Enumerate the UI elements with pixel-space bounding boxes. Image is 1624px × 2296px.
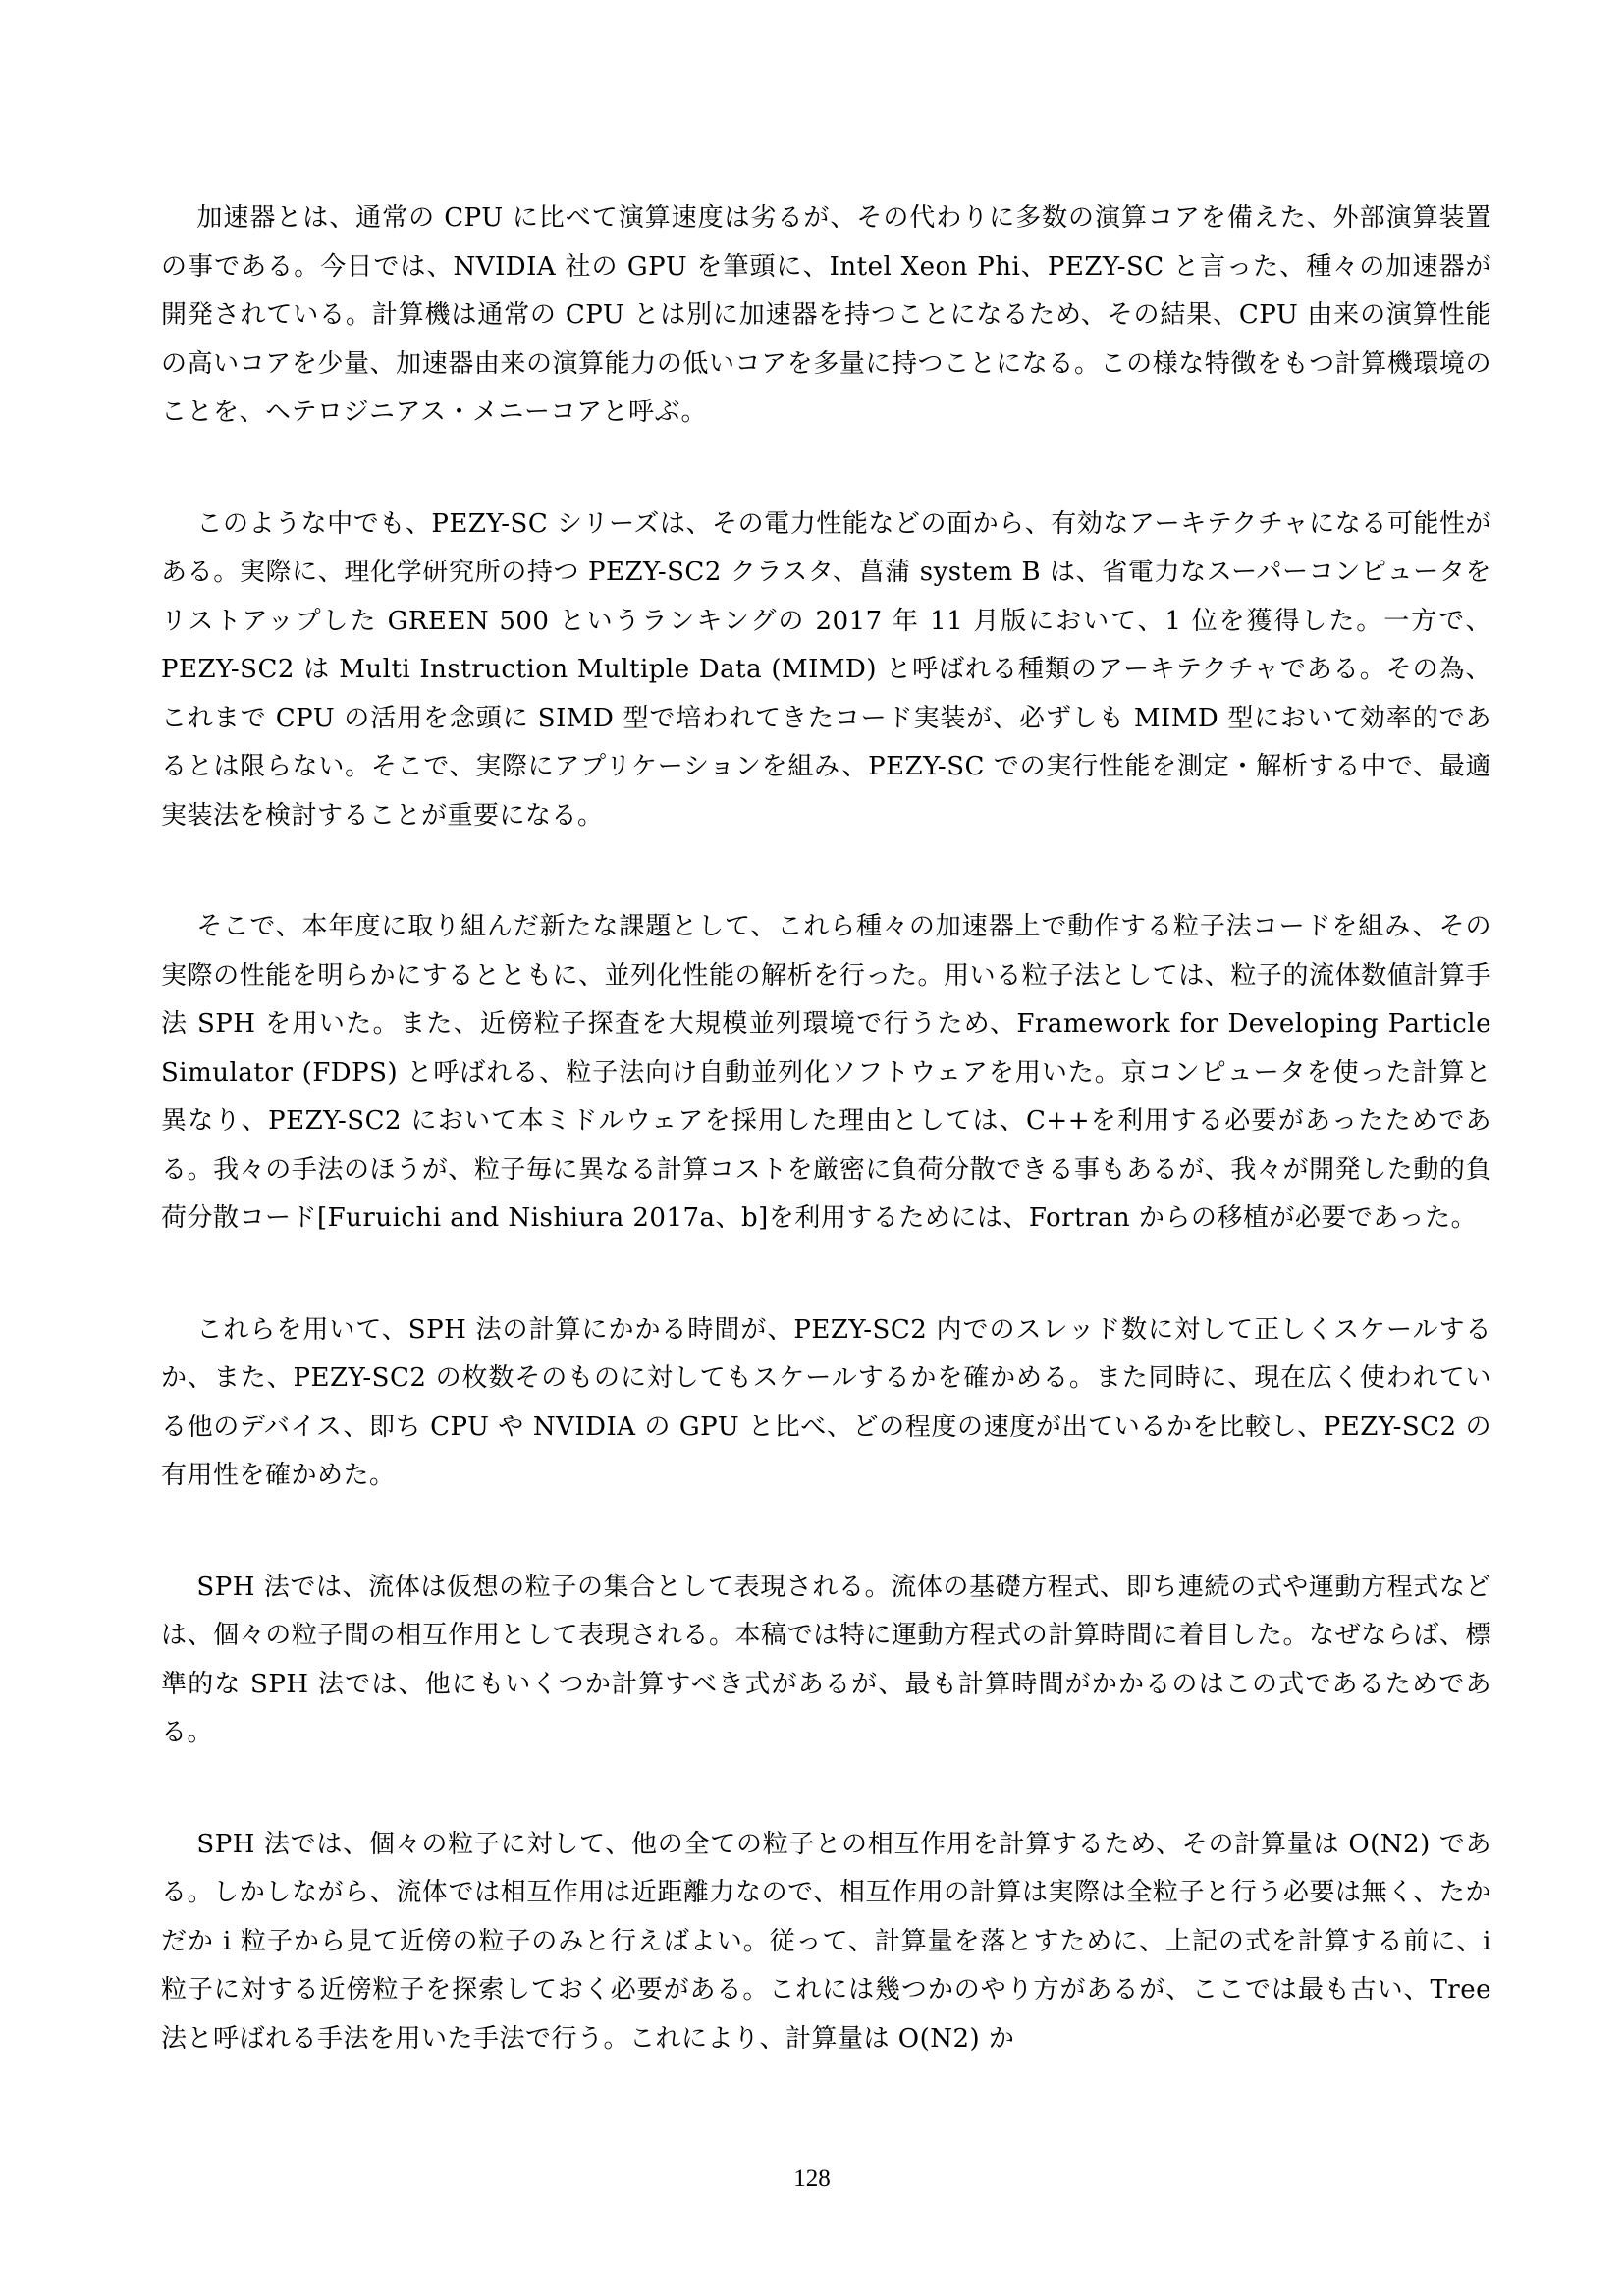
document-body xyxy=(161,194,1491,2126)
paragraph-pezy-sc: このような中でも、PEZY-SC シリーズは、その電力性能などの面から、有効なアーキテクチャになる可能性がある。実際に、理化学研究所の持つ PEZY-SC2 クラスタ、菖蒲 system B は、省電力なスーパーコンピュータをリストアップした GREEN 500 というランキングの 2017 年 11 月版において、1 位を獲得した。一方で、PEZY-SC2 は Multi Instruction Multiple Data (MIMD) と呼ばれる種類のアーキテクチャである。その為、これまで CPU の活用を念頭に SIMD 型で培われてきたコード実装が、必ずしも MIMD 型において効率的であるとは限らない。そこで、実際にアプリケーションを組み、PEZY-SC での実行性能を測定・解析する中で、最適実装法を検討することが重要になる。 xyxy=(161,508,1491,830)
paragraph-sph-neighbor-search: SPH 法では、個々の粒子に対して、他の全ての粒子との相互作用を計算するため、その計算量は O(N2) である。しかしながら、流体では相互作用は近距離力なので、相互作用の計算は実際は全粒子と行う必要は無く、たかだか i 粒子から見て近傍の粒子のみと行えばよい。従って、計算量を落とすために、上記の式を計算する前に、i 粒子に対する近傍粒子を探索しておく必要がある。これには幾つかのやり方があるが、ここでは最も古い、Tree 法と呼ばれる手法を用いた手法で行う。これにより、計算量は O(N2) か xyxy=(161,1829,1491,2054)
paragraph-particle-code: そこで、本年度に取り組んだ新たな課題として、これら種々の加速器上で動作する粒子法コードを組み、その実際の性能を明らかにするとともに、並列化性能の解析を行った。用いる粒子法としては、粒子的流体数値計算手法 SPH を用いた。また、近傍粒子探査を大規模並列環境で行うため、Framework for Developing Particle Simulator (FDPS) と呼ばれる、粒子法向け自動並列化ソフトウェアを用いた。京コンピュータを使った計算と異なり、PEZY-SC2 において本ミドルウェアを採用した理由としては、C++を利用する必要があったためである。我々の手法のほうが、粒子毎に異なる計算コストを厳密に負荷分散できる事もあるが、我々が開発した動的負荷分散コード[Furuichi and Nishiura 2017a、b]を利用するためには、Fortran からの移植が必要であった。 xyxy=(161,912,1491,1233)
paragraph-sph-fluid: SPH 法では、流体は仮想の粒子の集合として表現される。流体の基礎方程式、即ち連続の式や運動方程式などは、個々の粒子間の相互作用として表現される。本稿では特に運動方程式の計算時間に着目した。なぜならば、標準的な SPH 法では、他にもいくつか計算すべき式があるが、最も計算時間がかかるのはこの式であるためである。 xyxy=(161,1572,1491,1747)
page-number: 128 xyxy=(793,2165,831,2192)
paragraph-accelerators: 加速器とは、通常の CPU に比べて演算速度は劣るが、その代わりに多数の演算コアを備えた、外部演算装置の事である。今日では、NVIDIA 社の GPU を筆頭に、Intel Xeon Phi、PEZY-SC と言った、種々の加速器が開発されている。計算機は通常の CPU とは別に加速器を持つことになるため、その結果、CPU 由来の演算性能の高いコアを少量、加速器由来の演算能力の低いコアを多量に持つことになる。この様な特徴をもつ計算機環境のことを、ヘテロジニアス・メニーコアと呼ぶ。 xyxy=(161,203,1491,427)
paragraph-scaling: これらを用いて、SPH 法の計算にかかる時間が、PEZY-SC2 内でのスレッド数に対して正しくスケールするか、また、PEZY-SC2 の枚数そのものに対してもスケールするかを確かめる。また同時に、現在広く使われている他のデバイス、即ち CPU や NVIDIA の GPU と比べ、どの程度の速度が出ているかを比較し、PEZY-SC2 の有用性を確かめた。 xyxy=(161,1314,1491,1490)
